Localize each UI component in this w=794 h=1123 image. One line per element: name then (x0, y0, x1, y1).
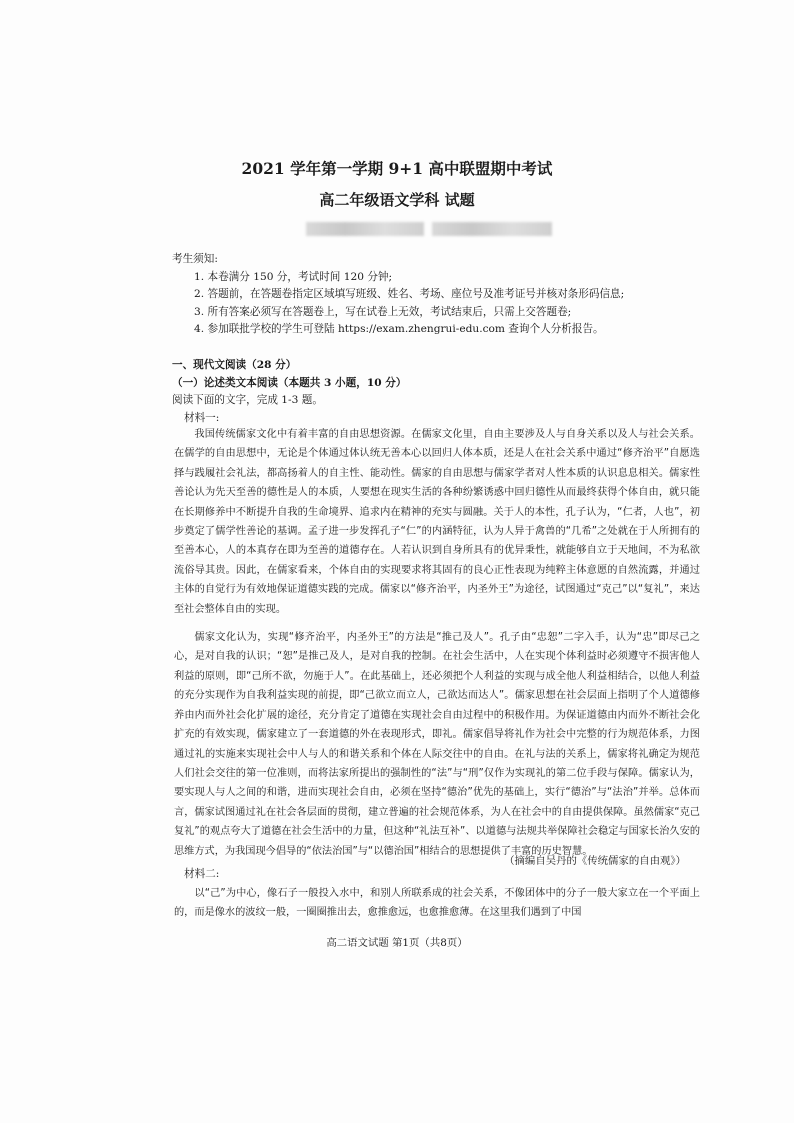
notice-heading: 考生须知: (172, 253, 218, 265)
section-instruction: 阅读下面的文字，完成 1-3 题。 (172, 394, 323, 406)
section-heading: 一、现代文阅读（28 分） (172, 359, 297, 371)
redacted-mark-left (306, 222, 424, 236)
redacted-mark-right (432, 222, 552, 236)
section-sub-heading: （一）论述类文本阅读（本题共 3 小题，10 分） (172, 376, 407, 389)
exam-title: 2021 学年第一学期 9+1 高中联盟期中考试 (241, 159, 553, 178)
material-two-paragraph: 以“己”为中心，像石子一般投入水中，和别人所联系成的社会关系，不像团体中的分子一般大家立在一个平面上的，而是像水的波纹一般，一圈圈推出去，愈推愈远，也愈推愈薄。在这里我们遇到了中国 (174, 888, 700, 919)
notice-item: 2. 答题前，在答题卷指定区域填写班级、姓名、考场、座位号及准考证号并核对条形码信息; (194, 288, 625, 300)
material-one-source: （摘编自吴丹的《传统儒家的自由观》） (504, 855, 686, 867)
notice-item: 1. 本卷满分 150 分，考试时间 120 分钟; (194, 270, 393, 283)
material-one-text (174, 425, 700, 861)
exam-subtitle: 高二年级语文学科 试题 (319, 191, 475, 209)
notice-block (172, 251, 700, 339)
section-header-block (172, 357, 700, 427)
material-one-label: 材料一: (184, 411, 220, 424)
material-one-paragraph: 儒家文化认为，实现“修齐治平，内圣外王”的方法是“推己及人”。孔子由“忠恕”二字入手，认为“忠”即尽己之心，是对自我的认识；“恕”是推己及人，是对自我的控制。在社会生活中，人在实现个体利益时必须遵守不损害他人利益的原则，即“己所不欲，勿施于人”。在此基础上，还必须把个人利益的实现与成全他人利益相结合，以他人利益的充分实现作为自我利益实现的前提，即“己欲立而立人，己欲达而达人”。儒家思想在社会层面上指明了个人道德修养由内而外社会化扩展的途径，充分肯定了道德在实现社会自由过程中的积极作用。为保证道德由内而外不断社会化扩充的有效实现，儒家建立了一套道德的外在表现形式，即礼。儒家倡导将礼作为社会中完整的行为规范体系，力图通过礼的实施来实现社会中人与人的和谐关系和个体在人际交往中的自由。在礼与法的关系上，儒家将礼确定为规范人们社会交往的第一位准则，而将法家所提出的强制性的“法”与“刑”仅作为实现礼的第二位手段与保障。儒家认为，要实现人与人之间的和谐，进而实现社会自由，必须在坚持“德治”优先的基础上，实行“德治”与“法治”并举。总体而言，儒家试图通过礼在社会各层面的贯彻，建立普遍的社会规范体系，为人在社会中的自由提供保障。虽然儒家“克己复礼”的观点夸大了道德在社会生活中的力量，但这种“礼法互补”、以道德与法规共举保障社会稳定与国家长治久安的思维方式，为我国现今倡导的“依法治国”与“以德治国”相结合的思想提供了丰富的历史智慧。 (174, 632, 700, 857)
notice-item: 4. 参加联批学校的学生可登陆 https://exam.zhengrui-edu.com 查询个人分析报告。 (194, 323, 604, 335)
material-two-text (174, 884, 700, 923)
notice-item: 3. 所有答案必须写在答题卷上，写在试卷上无效，考试结束后，只需上交答题卷; (194, 305, 572, 318)
material-two-label: 材料二: (184, 868, 220, 880)
material-two-label-block (184, 866, 712, 884)
page-footer: 高二语文试题 第1页（共8页） (326, 937, 468, 949)
material-one-paragraph: 我国传统儒家文化中有着丰富的自由思想资源。在儒家文化里，自由主要涉及人与自身关系以及人与社会关系。在儒学的自由思想中，无论是个体通过体认统无善本心以回归人体本质，还是人在社会关系中通过“修齐治平”自愿选择与践履社会礼法，都高扬着人的自主性、能动性。儒家的自由思想与儒家学者对人性本质的认识息息相关。儒家性善论认为先天至善的德性是人的本质，人要想在现实生活的各种纷繁诱惑中回归德性从而最终获得个体自由，就只能在长期修养中不断提升自我的生命境界、追求内在精神的充实与圆融。关于人的本性，孔子认为，“仁者，人也”，初步奠定了儒学性善论的基调。孟子进一步发挥孔子“仁”的内涵特征，认为人异于禽兽的“几希”之处就在于人所拥有的至善本心，人的本真存在即为至善的道德存在。人若认识到自身所具有的优异秉性，就能够自立于天地间，不为私欲流俗导其贵。因此，在儒家看来，个体自由的实现要求将其固有的良心正性表现为纯粹主体意愿的自然流露，并通过主体的自觉行为有效地保证道德实践的完成。儒家以“修齐治平，内圣外王”为途径，试图通过“克己”以“复礼”，来达至社会整体自由的实现。 (174, 429, 700, 615)
